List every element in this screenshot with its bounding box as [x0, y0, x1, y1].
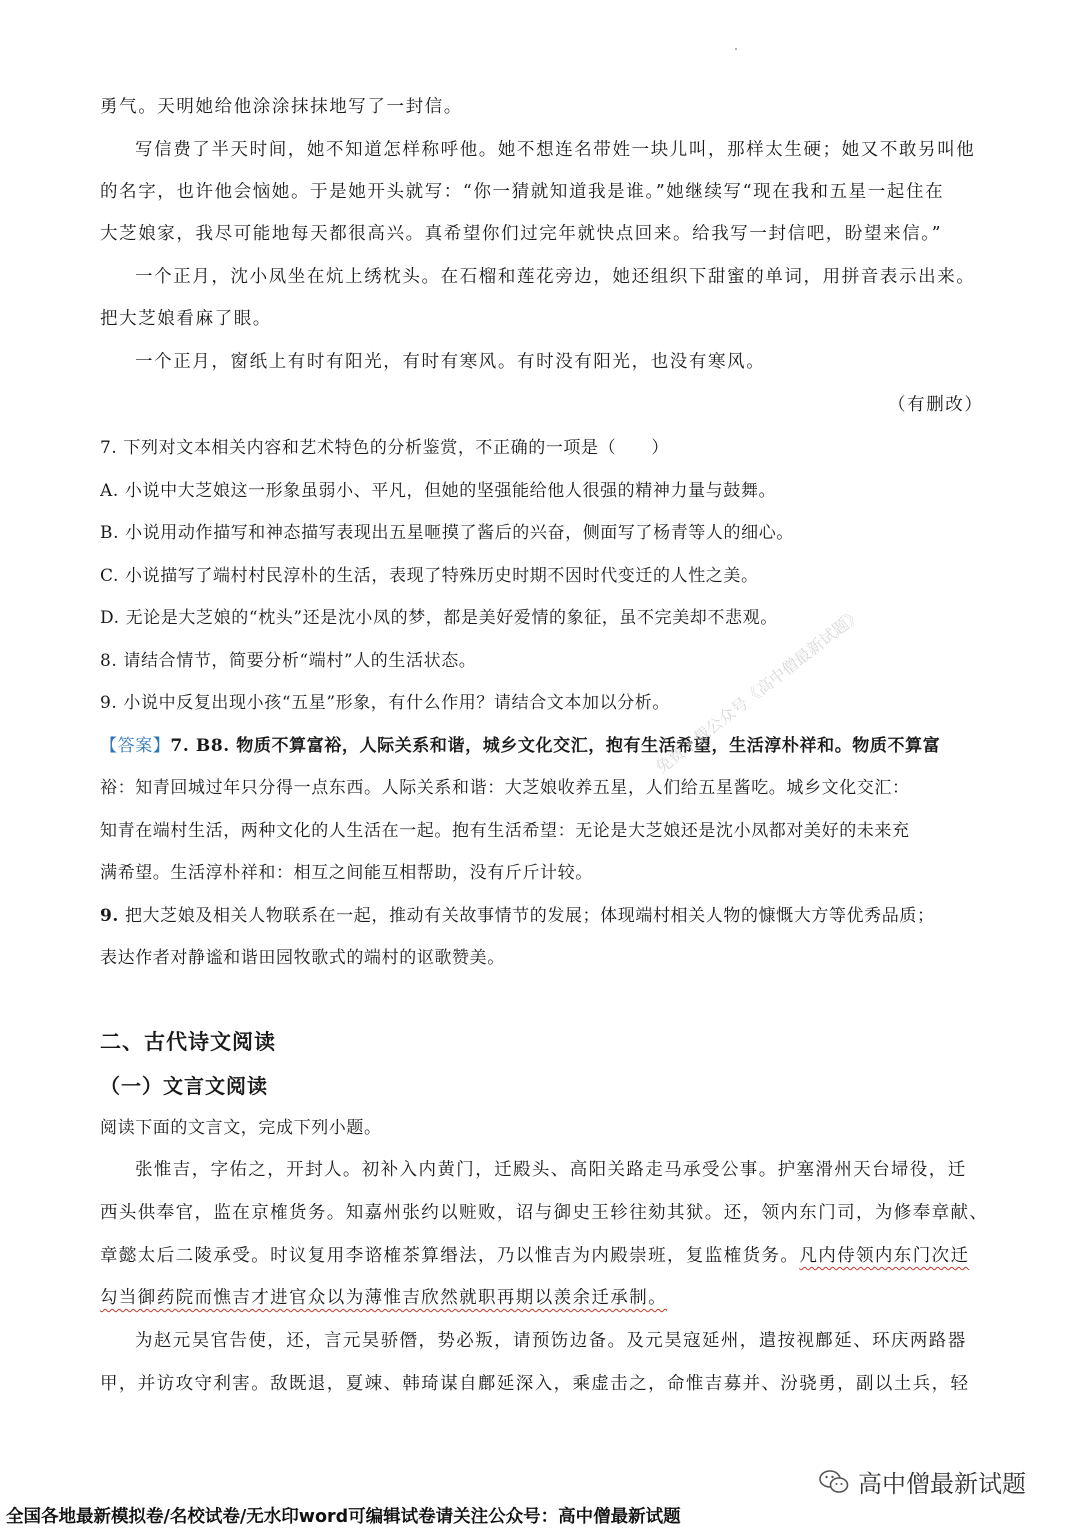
classical-line — [100, 1284, 667, 1309]
answer-line: 表达作者对静谧和谐田园牧歌式的端村的讴歌赞美。 — [100, 948, 505, 968]
question-8: 8. 请结合情节，简要分析“端村”人的生活状态。 — [100, 651, 477, 671]
classical-line: 为赵元昊官告使，还，言元昊骄僭，势必叛，请预饬边备。及元昊寇延州，遣按视鄜延、环庆两路器 — [135, 1331, 967, 1351]
option-c: C. 小说描写了端村村民淳朴的生活，表现了特殊历史时期不因时代变迁的人性之美。 — [100, 566, 759, 586]
classical-line: 西头供奉官，监在京榷货务。知嘉州张约以赃败，诏与御史王轸往劾其狱。还，领内东门司，为修奉章献、 — [100, 1203, 989, 1223]
revision-note: （有删改） — [888, 395, 984, 415]
section-subheading: （一）文言文阅读 — [100, 1074, 268, 1098]
classical-line: 甲，并访攻守利害。敌既退，夏竦、韩琦谋自鄜延深入，乘虚击之，命惟吉募并、汾骁勇，副以土兵，轻 — [100, 1374, 970, 1394]
scan-speck — [735, 48, 737, 50]
classical-line: 张惟吉，字佑之，开封人。初补入内黄门，迁殿头、高阳关路走马承受公事。护塞滑州天台埽役，迁 — [135, 1160, 967, 1180]
wechat-icon — [818, 1469, 850, 1495]
answer-text: 7. B8. 物质不算富裕，人际关系和谐，城乡文化交汇，抱有生活希望，生活淳朴祥和。物质不算富 — [170, 736, 941, 756]
watermark: 免费下载公众号《高中僧最新试题》 — [651, 604, 866, 778]
answer-line — [100, 901, 935, 926]
option-a: A. 小说中大芝娘这一形象虽弱小、平凡，但她的坚强能给他人很强的精神力量与鼓舞。 — [100, 481, 777, 501]
section-heading: 二、古代诗文阅读 — [100, 1029, 276, 1054]
answer-tag: 【答案】 — [100, 736, 171, 756]
story-line: 一个正月，窗纸上有时有阳光，有时有寒风。有时没有阳光，也没有寒风。 — [135, 352, 766, 372]
answer-number: 9. — [100, 906, 119, 926]
story-line: 把大芝娘看麻了眼。 — [100, 309, 272, 329]
classical-line — [100, 1242, 969, 1267]
answer-line: 知青在端村生活，两种文化的人生活在一起。抱有生活希望：无论是大芝娘还是沈小凤都对美好的未来充 — [100, 821, 910, 841]
story-line: 的名字，也许他会恼她。于是她开头就写：“你一猜就知道我是谁。”她继续写“现在我和五星一起住在 — [100, 182, 945, 202]
answer-line — [100, 731, 940, 756]
option-b: B. 小说用动作描写和神态描写表现出五星咂摸了酱后的兴奋，侧面写了杨青等人的细心。 — [100, 523, 794, 543]
answer-text: 把大芝娘及相关人物联系在一起，推动有关故事情节的发展；体现端村相关人物的慷慨大方等优秀品质； — [118, 906, 935, 926]
footer-banner: 全国各地最新模拟卷/名校试卷/无水印word可编辑试卷请关注公众号：高中僧最新试题 — [6, 1507, 681, 1527]
story-line: 写信费了半天时间，她不知道怎样称呼他。她不想连名带姓一块儿叫，那样太生硬；她又不敢另叫他 — [135, 140, 976, 160]
question-7: 7. 下列对文本相关内容和艺术特色的分析鉴赏，不正确的一项是（ ） — [100, 438, 670, 458]
answer-line: 裕：知青回城过年只分得一点东西。人际关系和谐：大芝娘收养五星，人们给五星酱吃。城乡文化交汇： — [100, 778, 910, 798]
classical-text: 章懿太后二陵承受。时议复用李谘榷茶算缗法，乃以惟吉为内殿崇班，复监榷货务。 — [100, 1246, 800, 1266]
story-line: 勇气。天明她给他涂涂抹抹地写了一封信。 — [100, 97, 463, 117]
question-9: 9. 小说中反复出现小孩“五星”形象，有什么作用？请结合文本加以分析。 — [100, 693, 671, 713]
wechat-logo — [818, 1464, 1026, 1499]
story-line: 大芝娘家，我尽可能地每天都很高兴。真希望你们过完年就快点回来。给我写一封信吧，盼望来信。” — [100, 224, 943, 244]
option-d: D. 无论是大芝娘的“枕头”还是沈小凤的梦，都是美好爱情的象征，虽不完美却不悲观。 — [100, 608, 778, 628]
underlined-text: 勾当御药院而憔吉才进官众以为薄惟吉欣然就职再期以羡余迁承制。 — [100, 1288, 667, 1308]
story-line: 一个正月，沈小凤坐在炕上绣枕头。在石榴和莲花旁边，她还组织下甜蜜的单词，用拼音表示出来。 — [135, 267, 976, 287]
reading-instruction: 阅读下面的文言文，完成下列小题。 — [100, 1118, 382, 1138]
answer-line: 满希望。生活淳朴祥和：相互之间能互相帮助，没有斤斤计较。 — [100, 863, 593, 883]
logo-text: 高中僧最新试题 — [858, 1470, 1026, 1498]
underlined-text: 凡内侍领内东门次迁 — [799, 1246, 970, 1266]
